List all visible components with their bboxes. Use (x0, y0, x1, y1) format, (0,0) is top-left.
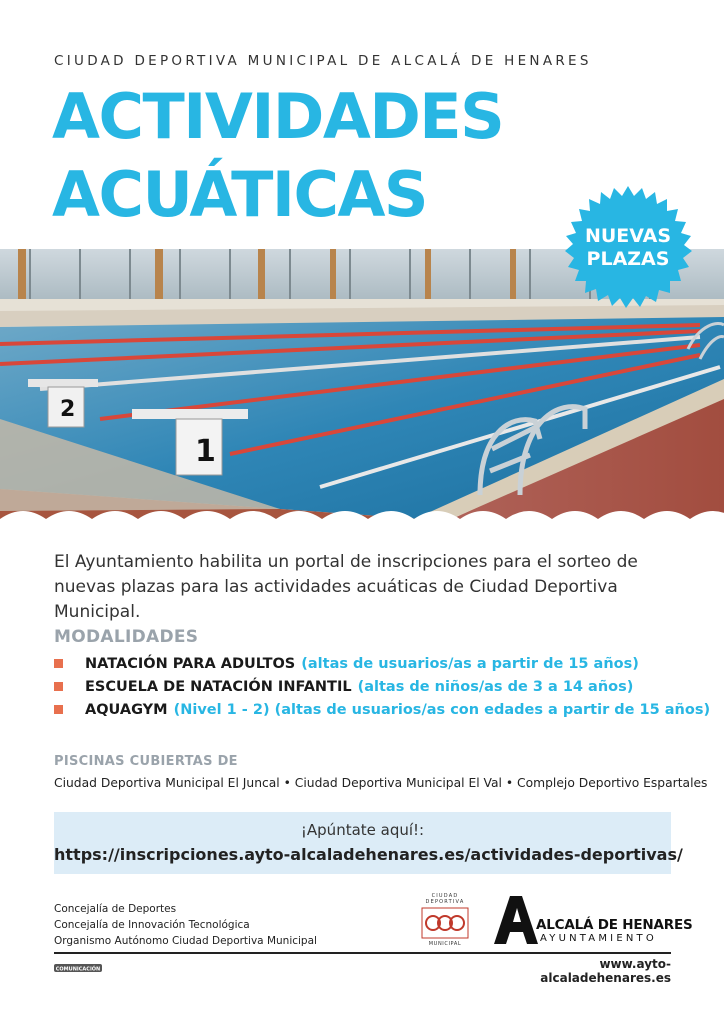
footer-divider (54, 952, 671, 954)
signup-box (54, 812, 683, 874)
lane-number-1: 1 (195, 434, 216, 469)
list-item (54, 652, 694, 675)
modalities-list (54, 652, 711, 721)
bullet-square-icon (54, 705, 63, 714)
bullet-square-icon (54, 682, 63, 691)
city-a-logo-icon (494, 894, 538, 946)
modality-detail: (altas de niños/as de 3 a 14 años) (357, 678, 634, 695)
city-name: ALCALÁ DE HENARES (536, 917, 693, 933)
communication-logo-text: COMUNICACIÓN (55, 966, 101, 973)
modality-name: ESCUELA DE NATACIÓN INFANTIL (85, 678, 352, 695)
bullet-square-icon (54, 659, 63, 668)
modality-name: AQUAGYM (85, 701, 168, 718)
footer-line: Concejalía de Deportes (54, 903, 177, 915)
communication-logo-icon (54, 961, 102, 975)
modality-detail: (altas de usuarios/as a partir de 15 años) (301, 655, 639, 672)
modalities-heading: MODALIDADES (54, 627, 199, 647)
page-title-line2: ACUÁTICAS (52, 158, 428, 231)
badge-line1: NUEVAS (584, 225, 672, 248)
signup-link[interactable]: https://inscripciones.ayto-alcaladehenares.es/actividades-deportivas/ (54, 845, 683, 864)
badge-line2: PLAZAS (586, 248, 670, 270)
header-subtitle: CIUDAD DEPORTIVA MUNICIPAL DE ALCALÁ DE HENARES (54, 53, 592, 69)
website-link[interactable]: www.ayto-alcaladehenares.es (540, 957, 671, 985)
list-item (54, 675, 694, 698)
modality-name: NATACIÓN PARA ADULTOS (85, 655, 296, 672)
footer-line: Concejalía de Innovación Tecnológica (54, 919, 250, 931)
lane-number-2: 2 (60, 397, 76, 422)
cdm-logo-bottom-text: MUNICIPAL (428, 941, 462, 947)
city-council: AYUNTAMIENTO (540, 933, 657, 944)
modality-detail: (Nivel 1 - 2) (altas de usuarios/as con edades a partir de 15 años) (173, 701, 711, 718)
pools-list: Ciudad Deportiva Municipal El Juncal • Ciudad Deportiva Municipal El Val • Complejo Deportivo Espartales (54, 776, 708, 790)
intro-paragraph: El Ayuntamiento habilita un portal de inscripciones para el sorteo de nuevas plazas para las actividades acuáticas de Ciudad Deportiva Municipal. (54, 552, 638, 622)
page-title-line1: ACTIVIDADES (52, 80, 504, 153)
pools-heading: PISCINAS CUBIERTAS DE (54, 754, 238, 769)
cdm-logo-top-text: CIUDAD DEPORTIVA (425, 893, 465, 905)
rings-icon (421, 907, 469, 939)
cdm-logo (419, 893, 471, 949)
signup-label: ¡Apúntate aquí!: (300, 821, 425, 839)
city-logo (494, 894, 693, 948)
footer-departments (54, 901, 317, 949)
new-places-badge (564, 184, 692, 312)
footer-line: Organismo Autónomo Ciudad Deportiva Municipal (54, 935, 317, 947)
list-item (54, 698, 711, 721)
